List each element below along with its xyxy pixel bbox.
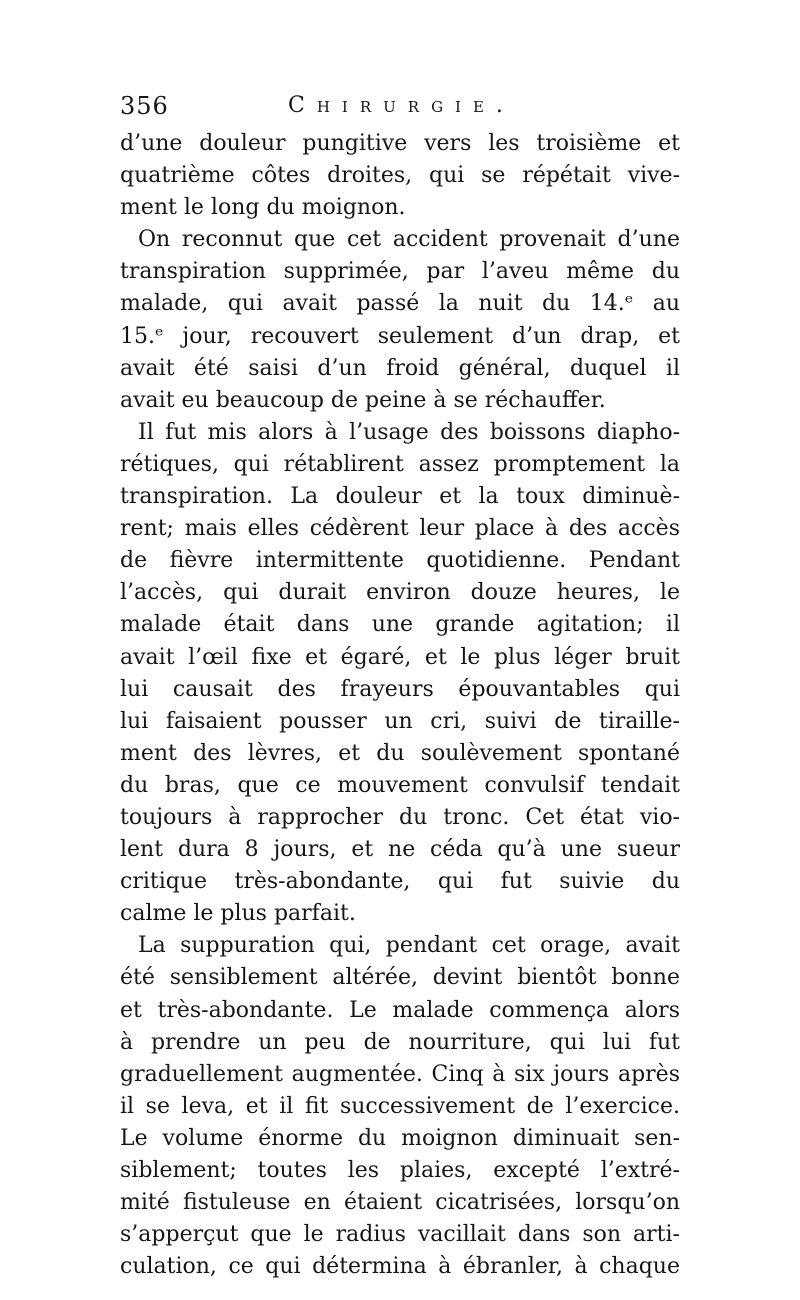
text-line: rent; mais elles cédèrent leur place à des accès: [120, 516, 680, 542]
text-line: malade était dans une grande agitation; il: [120, 612, 680, 638]
text-line: calme le plus parfait.: [120, 901, 356, 927]
text-line: toujours à rapprocher du tronc. Cet état vio-: [120, 804, 680, 830]
page-number: 356: [120, 92, 169, 120]
text-line: mité fistuleuse en étaient cicatrisées, lorsqu’on: [120, 1190, 680, 1216]
text-line: rétiques, qui rétablirent assez promptement la: [120, 451, 680, 477]
text-line: été sensiblement altérée, devint bientôt bonne: [120, 965, 680, 991]
text-line: l’accès, qui durait environ douze heures, le: [120, 580, 680, 606]
text-line: malade, qui avait passé la nuit du 14.ᵉ au: [120, 291, 680, 317]
text-line: à prendre un peu de nourriture, qui lui fut: [120, 1029, 680, 1055]
text-line: culation, ce qui détermina à ébranler, à chaque: [120, 1254, 680, 1280]
text-line: lui causait des frayeurs épouvantables qui: [120, 676, 680, 702]
text-line: avait l’œil fixe et égaré, et le plus léger bruit: [120, 644, 680, 670]
text-line: transpiration supprimée, par l’aveu même du: [120, 259, 680, 285]
running-title: Chirurgie.: [288, 93, 515, 118]
text-line: de fièvre intermittente quotidienne. Pendant: [120, 548, 680, 574]
text-line: avait été saisi d’un froid général, duquel il: [120, 355, 680, 381]
text-line: Le volume énorme du moignon diminuait sen-: [120, 1125, 680, 1151]
text-line: critique très-abondante, qui fut suivie du: [120, 869, 680, 895]
running-head: [120, 86, 680, 126]
text-line: d’une douleur pungitive vers les troisième et: [120, 131, 680, 156]
text-line: il se leva, et il fit successivement de l’exercice.: [120, 1093, 680, 1119]
text-line: et très-abondante. Le malade commença alors: [120, 997, 680, 1023]
text-line: lent dura 8 jours, et ne céda qu’à une sueur: [120, 837, 680, 863]
text-line: La suppuration qui, pendant cet orage, avait: [138, 933, 680, 959]
text-line: quatrième côtes droites, qui se répétait vive-: [120, 163, 680, 189]
text-line: avait eu beaucoup de peine à se réchauffer.: [120, 387, 606, 413]
text-line: siblement; toutes les plaies, excepté l’extré-: [120, 1158, 680, 1183]
text-line: Il fut mis alors à l’usage des boissons diapho-: [138, 419, 680, 445]
text-line: ment des lèvres, et du soulèvement spontané: [120, 740, 680, 766]
text-line: s’apperçut que le radius vacillait dans son arti-: [120, 1222, 680, 1248]
text-line: du bras, que ce mouvement convulsif tendait: [120, 772, 680, 798]
text-line: On reconnut que cet accident provenait d’une: [138, 227, 680, 253]
text-line: graduellement augmentée. Cinq à six jours après: [120, 1061, 680, 1087]
text-line: 15.ᵉ jour, recouvert seulement d’un drap, et: [120, 323, 680, 349]
text-line: lui faisaient pousser un cri, suivi de tiraille-: [120, 708, 680, 734]
text-line: ment le long du moignon.: [120, 195, 406, 221]
text-line: transpiration. La douleur et la toux diminuè-: [120, 484, 680, 510]
body-text: [120, 128, 680, 1283]
